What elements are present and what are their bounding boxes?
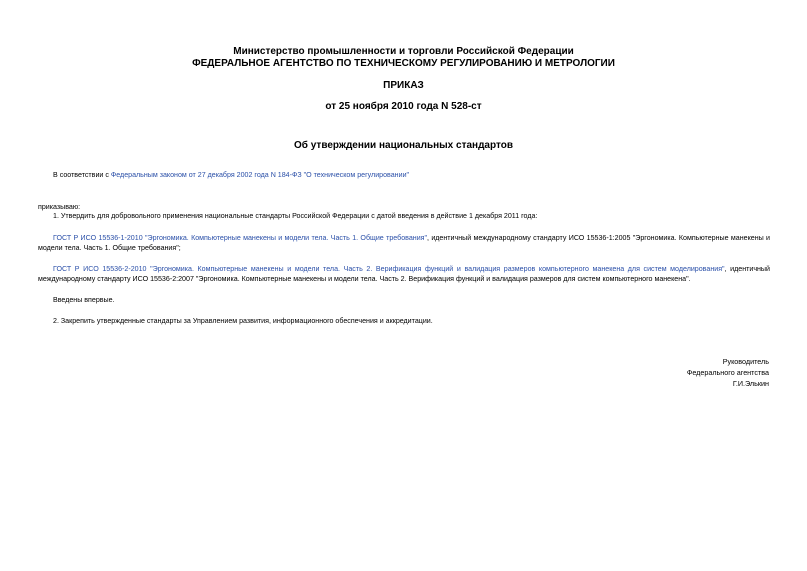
- ministry-title: Министерство промышленности и торговли Российской Федерации: [233, 46, 574, 57]
- preamble: [53, 171, 773, 181]
- federal-law-link[interactable]: Федеральным законом от 27 декабря 2002 года N 184-ФЗ "О техническом регулировании": [110, 171, 410, 179]
- preamble-prefix: В соответствии с: [53, 171, 109, 179]
- item-1: 1. Утвердить для добровольного применения национальные стандарты Российской Федерации с датой введения в действие 1 декабря 2011 года:: [53, 212, 538, 220]
- standard-1: [38, 234, 770, 253]
- signature-agency: Федерального агентства: [686, 368, 769, 377]
- standard-2: [38, 265, 770, 284]
- signature-name: Г.И.Элькин: [732, 379, 769, 388]
- standard-1-text: , идентичный международному стандарту ИСО 15536-1:2005 "Эргономика. Компьютерные манекены и модели тела. Часть 1. Общие требования";: [38, 234, 770, 252]
- signature-position: Руководитель: [722, 357, 769, 366]
- document-subject: Об утверждении национальных стандартов: [294, 140, 513, 151]
- standard-1-link[interactable]: ГОСТ Р ИСО 15536-1-2010 "Эргономика. Компьютерные манекены и модели тела. Часть 1. Общие требования": [53, 234, 428, 242]
- agency-title: ФЕДЕРАЛЬНОЕ АГЕНТСТВО ПО ТЕХНИЧЕСКОМУ РЕГУЛИРОВАНИЮ И МЕТРОЛОГИИ: [192, 58, 615, 69]
- standard-2-text: , идентичный международному стандарту ИСО 15536-2:2007 "Эргономика. Компьютерные манекены и модели тела. Часть 2. Верификация функций и валидация размеров для систем компьютерного манекена".: [38, 265, 770, 283]
- standard-2-link[interactable]: ГОСТ Р ИСО 15536-2-2010 "Эргономика. Компьютерные манекены и модели тела. Часть 2. Верификация функций и валидация размеров компьютерного манекена для систем моделирования": [53, 265, 725, 273]
- document-type: ПРИКАЗ: [383, 80, 424, 91]
- order-word: приказываю:: [38, 203, 81, 211]
- intro-note: Введены впервые.: [53, 296, 115, 304]
- item-2: 2. Закрепить утвержденные стандарты за Управлением развития, информационного обеспечения и аккредитации.: [53, 317, 433, 325]
- document-date: от 25 ноября 2010 года N 528-ст: [325, 101, 482, 112]
